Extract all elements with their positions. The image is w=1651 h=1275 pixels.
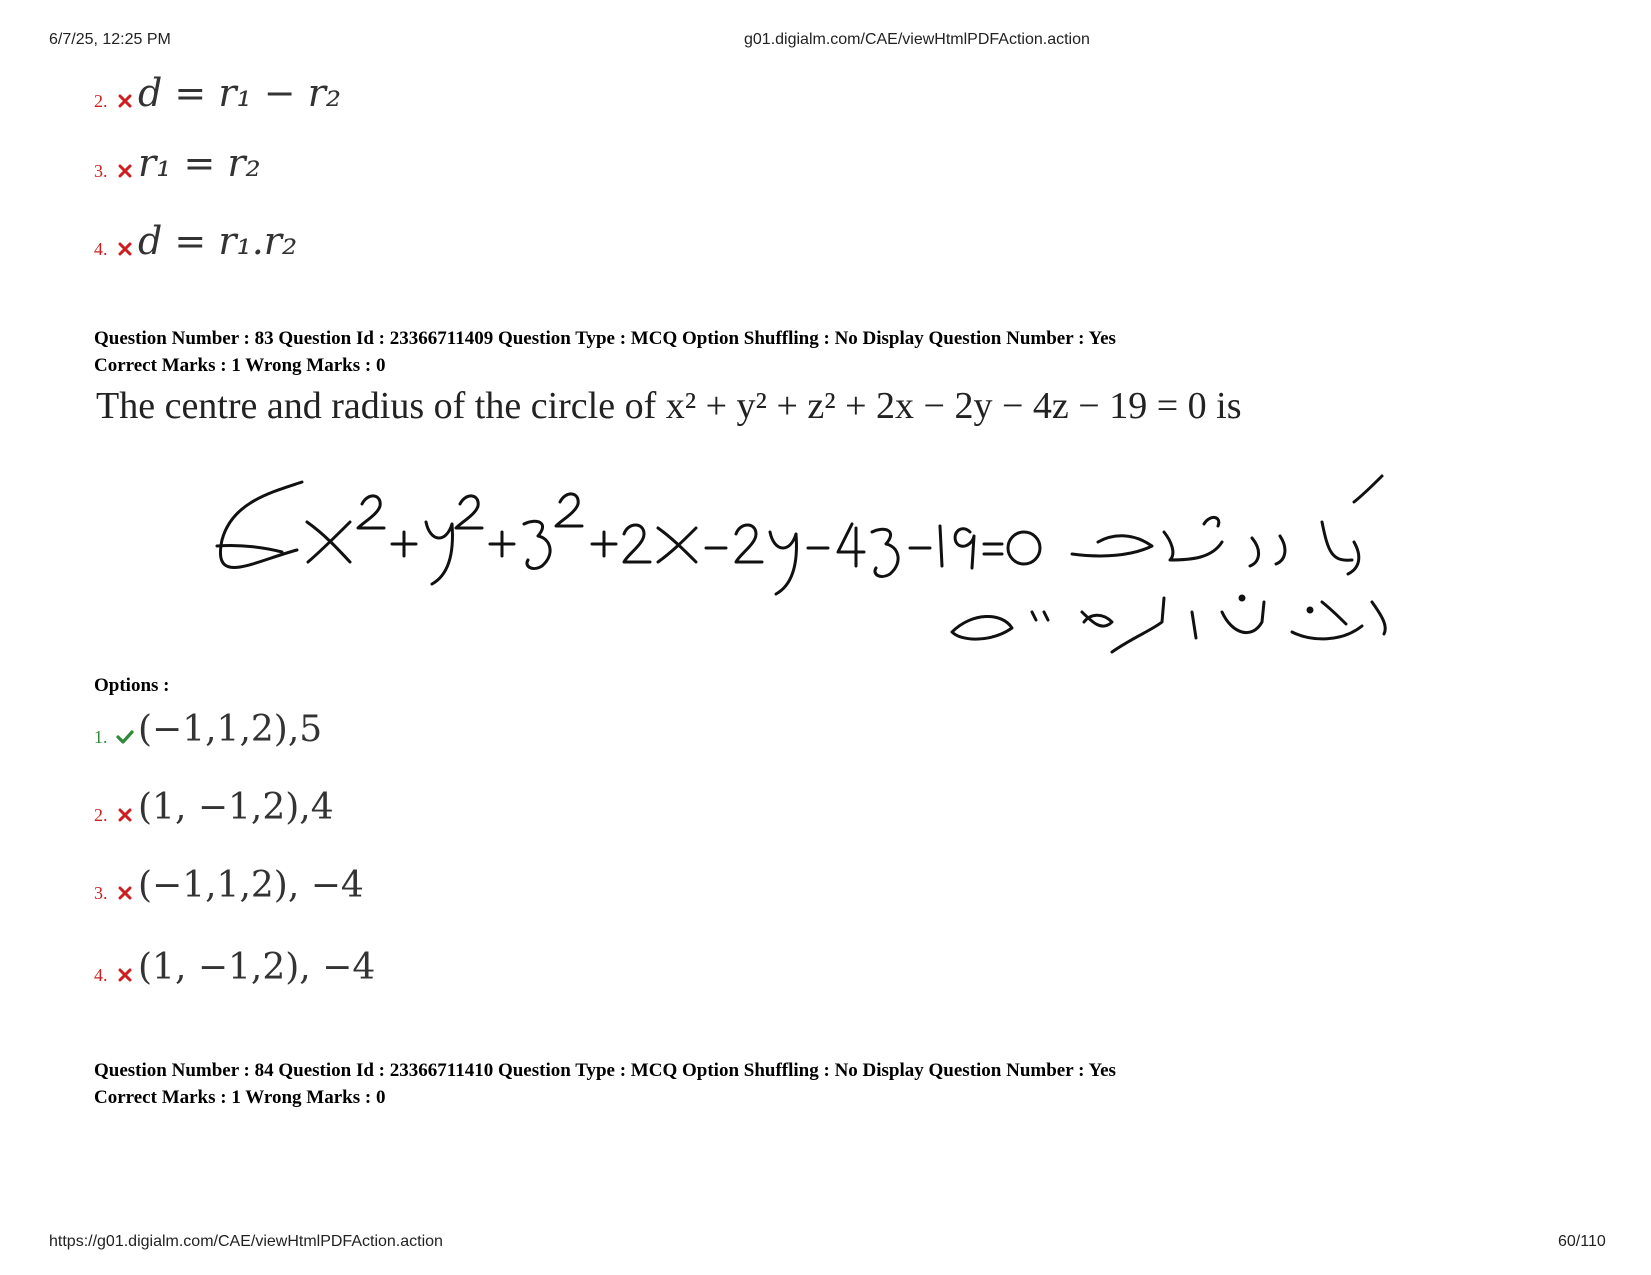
question-83-text: The centre and radius of the circle of x² + y² + z² + 2x − 2y − 4z − 19 = 0 is bbox=[96, 385, 1242, 427]
cross-icon bbox=[114, 94, 136, 108]
question-84-meta bbox=[94, 1057, 1116, 1111]
option-text: (1, −1,2), −4 bbox=[138, 947, 376, 988]
option-text: r₁ = r₂ bbox=[138, 141, 261, 185]
cross-icon bbox=[114, 968, 136, 982]
print-page-url: g01.digialm.com/CAE/viewHtmlPDFAction.action bbox=[744, 31, 1090, 48]
option-text: d = r₁ − r₂ bbox=[138, 71, 342, 115]
question-meta-line: Question Number : 83 Question Id : 23366711409 Question Type : MCQ Option Shuffling : No Display Question Number : Yes bbox=[94, 328, 1116, 349]
print-page-indicator: 60/110 bbox=[1558, 1233, 1606, 1250]
option-number: 2. bbox=[94, 91, 108, 111]
marks-meta-line: Correct Marks : 1 Wrong Marks : 0 bbox=[94, 355, 386, 376]
option-number: 4. bbox=[94, 239, 108, 259]
check-icon bbox=[114, 730, 136, 744]
question-meta-line: Question Number : 84 Question Id : 23366711410 Question Type : MCQ Option Shuffling : No Display Question Number : Yes bbox=[94, 1060, 1116, 1081]
print-datetime: 6/7/25, 12:25 PM bbox=[49, 31, 171, 48]
option-text: d = r₁.r₂ bbox=[138, 219, 298, 263]
option-number: 4. bbox=[94, 965, 108, 985]
question-83-option-1 bbox=[94, 688, 322, 748]
print-footer-url: https://g01.digialm.com/CAE/viewHtmlPDFAction.action bbox=[49, 1233, 443, 1250]
option-number: 1. bbox=[94, 727, 108, 747]
question-83-option-3 bbox=[94, 844, 364, 904]
option-text: (1, −1,2),4 bbox=[138, 787, 334, 828]
prev-option-4 bbox=[94, 200, 298, 263]
options-label: Options : bbox=[94, 675, 170, 696]
option-number: 2. bbox=[94, 805, 108, 825]
option-text: (−1,1,2), −4 bbox=[138, 865, 364, 906]
marks-meta-line: Correct Marks : 1 Wrong Marks : 0 bbox=[94, 1087, 386, 1108]
cross-icon bbox=[114, 242, 136, 256]
cross-icon bbox=[114, 808, 136, 822]
cross-icon bbox=[114, 886, 136, 900]
prev-option-2 bbox=[94, 52, 342, 115]
question-83-option-4 bbox=[94, 926, 375, 986]
question-83-option-2 bbox=[94, 766, 334, 826]
handwritten-translation-image bbox=[92, 462, 1392, 687]
prev-option-3 bbox=[94, 122, 261, 185]
option-number: 3. bbox=[94, 161, 108, 181]
option-text: (−1,1,2),5 bbox=[138, 709, 323, 750]
question-83-meta bbox=[94, 325, 1116, 379]
option-number: 3. bbox=[94, 883, 108, 903]
cross-icon bbox=[114, 164, 136, 178]
